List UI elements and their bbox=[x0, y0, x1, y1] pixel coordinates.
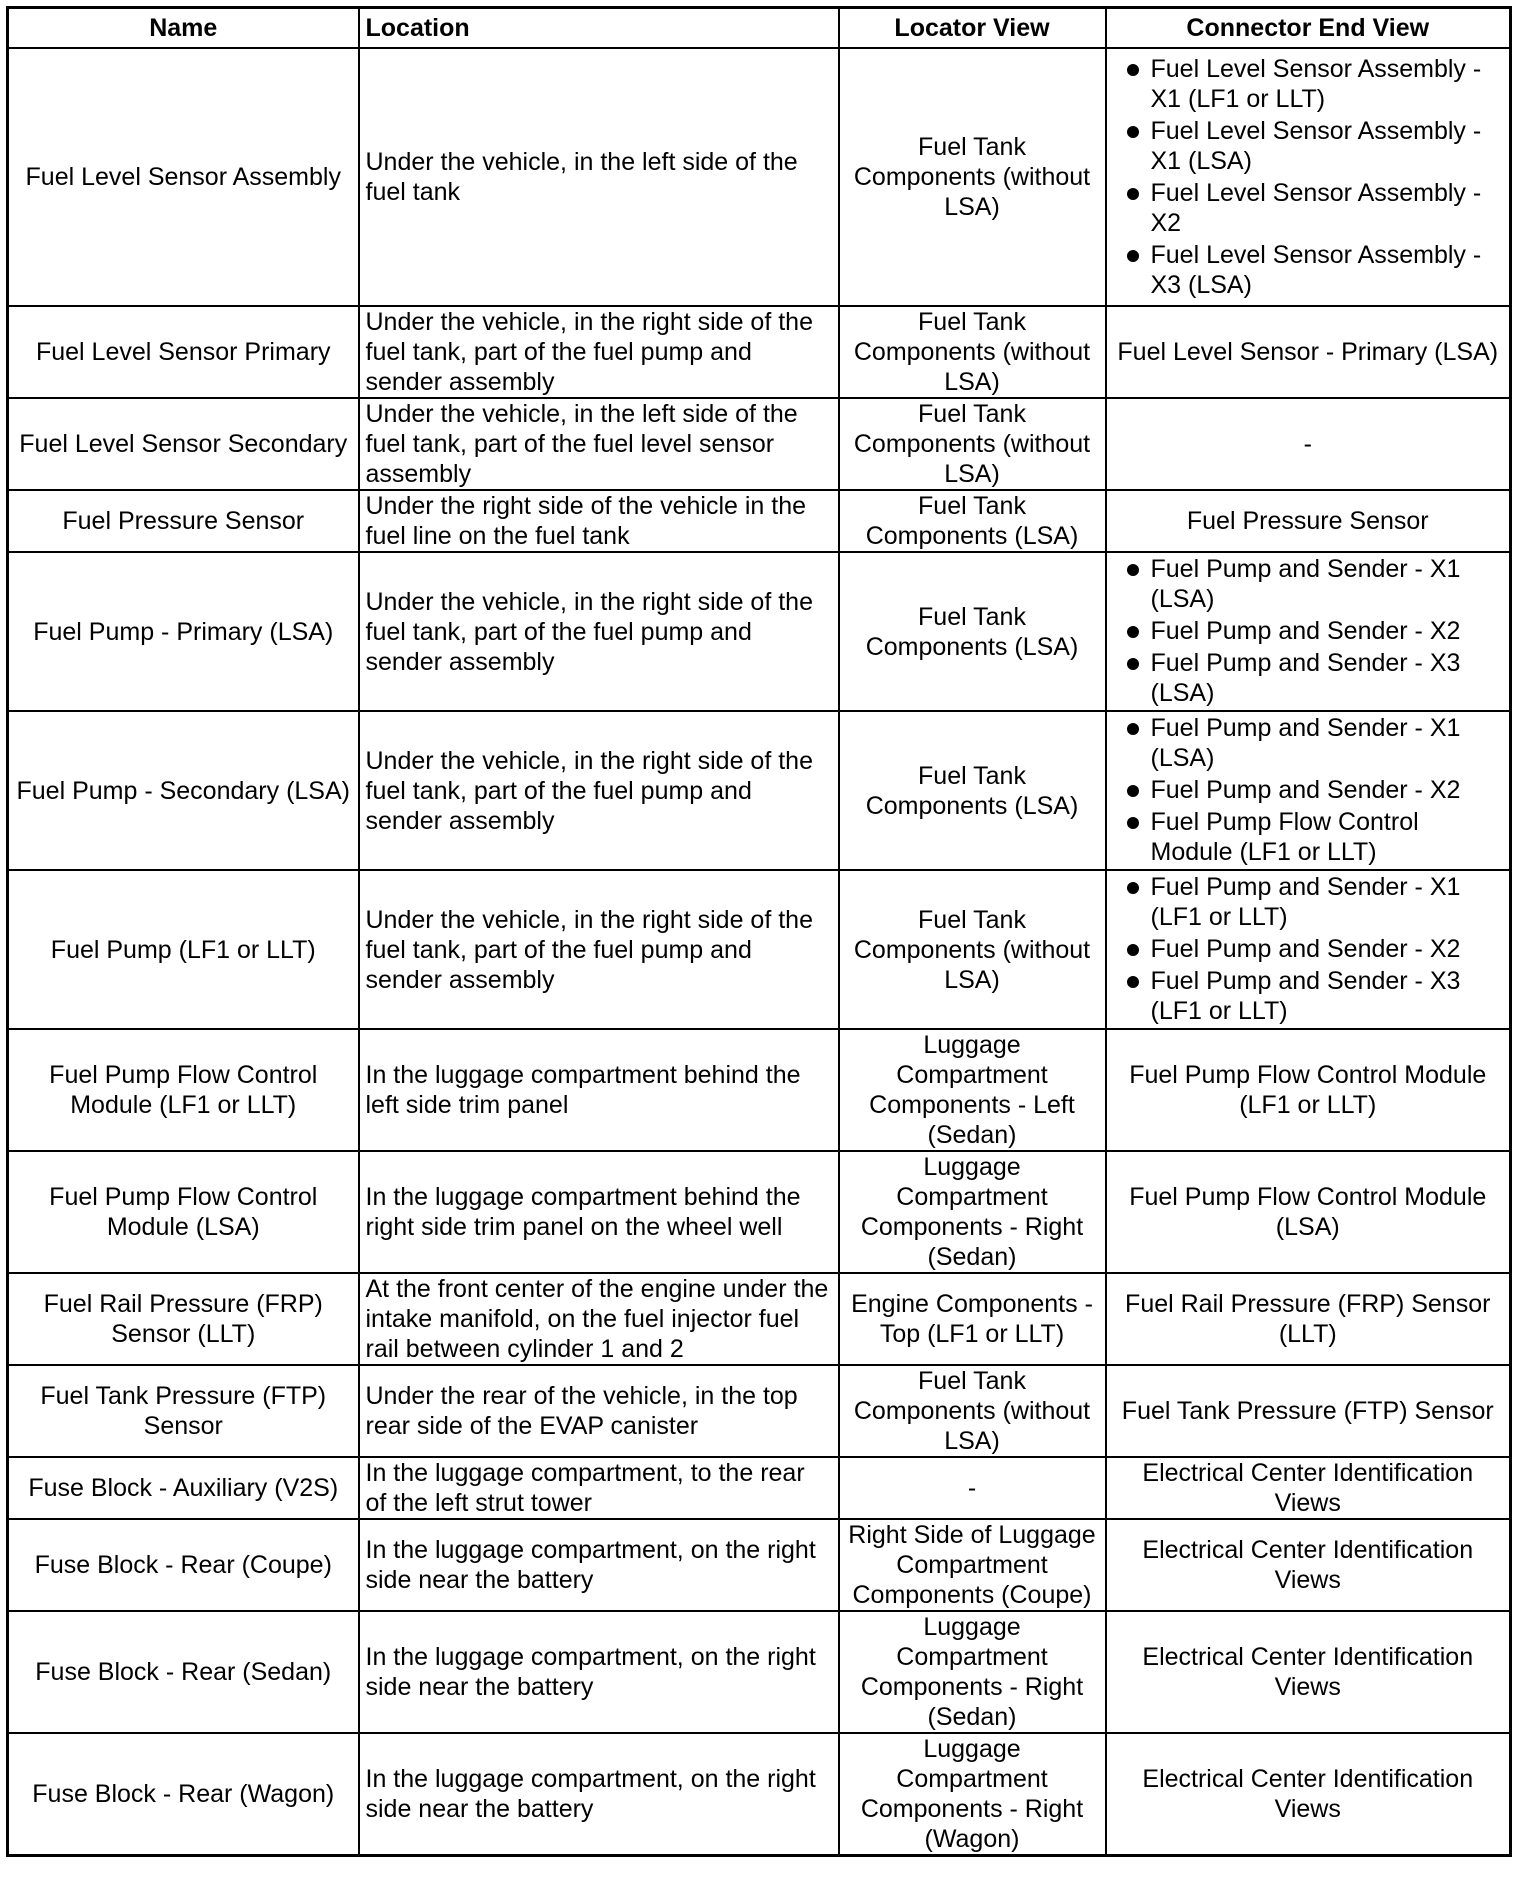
cell-name: Fuel Pump Flow Control Module (LF1 or LLT) bbox=[8, 1029, 359, 1151]
cell-location: In the luggage compartment, to the rear of the left strut tower bbox=[359, 1457, 839, 1519]
cell-locator-view: Engine Components - Top (LF1 or LLT) bbox=[839, 1273, 1106, 1365]
table-row bbox=[8, 1365, 1511, 1457]
cell-connector-end-view: Fuel Pump Flow Control Module (LF1 or LLT) bbox=[1106, 1029, 1511, 1151]
table-row bbox=[8, 1733, 1511, 1856]
cell-locator-view: Right Side of Luggage Compartment Components (Coupe) bbox=[839, 1519, 1106, 1611]
cell-location: In the luggage compartment behind the right side trim panel on the wheel well bbox=[359, 1151, 839, 1273]
cell-connector-end-view: Electrical Center Identification Views bbox=[1106, 1457, 1511, 1519]
connector-list-item: Fuel Level Sensor Assembly - X2 bbox=[1115, 178, 1506, 238]
cell-connector-end-view bbox=[1106, 870, 1511, 1029]
connector-list-item: Fuel Pump and Sender - X2 bbox=[1115, 934, 1506, 964]
cell-locator-view: Fuel Tank Components (without LSA) bbox=[839, 48, 1106, 306]
connector-list bbox=[1115, 54, 1506, 300]
cell-connector-end-view: Electrical Center Identification Views bbox=[1106, 1733, 1511, 1856]
component-locator-table bbox=[6, 6, 1512, 1857]
connector-list-item: Fuel Pump and Sender - X2 bbox=[1115, 775, 1506, 805]
cell-connector-end-view: Electrical Center Identification Views bbox=[1106, 1611, 1511, 1733]
cell-location: Under the vehicle, in the right side of the fuel tank, part of the fuel pump and sender assembly bbox=[359, 870, 839, 1029]
cell-connector-end-view bbox=[1106, 711, 1511, 870]
cell-location: Under the vehicle, in the left side of the fuel tank bbox=[359, 48, 839, 306]
table-row bbox=[8, 870, 1511, 1029]
table-row bbox=[8, 1457, 1511, 1519]
connector-list-item: Fuel Level Sensor Assembly - X1 (LF1 or LLT) bbox=[1115, 54, 1506, 114]
cell-locator-view: Fuel Tank Components (LSA) bbox=[839, 490, 1106, 552]
cell-connector-end-view: Fuel Pump Flow Control Module (LSA) bbox=[1106, 1151, 1511, 1273]
cell-name: Fuel Pump - Primary (LSA) bbox=[8, 552, 359, 711]
cell-location: Under the rear of the vehicle, in the top rear side of the EVAP canister bbox=[359, 1365, 839, 1457]
cell-locator-view: Fuel Tank Components (LSA) bbox=[839, 711, 1106, 870]
cell-name: Fuel Level Sensor Assembly bbox=[8, 48, 359, 306]
cell-location: In the luggage compartment, on the right side near the battery bbox=[359, 1733, 839, 1856]
table-row bbox=[8, 1519, 1511, 1611]
cell-name: Fuel Rail Pressure (FRP) Sensor (LLT) bbox=[8, 1273, 359, 1365]
cell-connector-end-view: Electrical Center Identification Views bbox=[1106, 1519, 1511, 1611]
table-row bbox=[8, 48, 1511, 306]
table-row bbox=[8, 552, 1511, 711]
cell-location: At the front center of the engine under the intake manifold, on the fuel injector fuel rail between cylinder 1 and 2 bbox=[359, 1273, 839, 1365]
cell-connector-end-view: Fuel Pressure Sensor bbox=[1106, 490, 1511, 552]
table-row bbox=[8, 490, 1511, 552]
table-row bbox=[8, 1151, 1511, 1273]
cell-locator-view: Fuel Tank Components (without LSA) bbox=[839, 306, 1106, 398]
cell-connector-end-view: - bbox=[1106, 398, 1511, 490]
cell-connector-end-view: Fuel Level Sensor - Primary (LSA) bbox=[1106, 306, 1511, 398]
cell-name: Fuse Block - Rear (Coupe) bbox=[8, 1519, 359, 1611]
cell-location: In the luggage compartment behind the left side trim panel bbox=[359, 1029, 839, 1151]
component-locator-table-wrapper bbox=[6, 6, 1512, 1857]
cell-name: Fuse Block - Auxiliary (V2S) bbox=[8, 1457, 359, 1519]
cell-locator-view: Luggage Compartment Components - Right (Wagon) bbox=[839, 1733, 1106, 1856]
cell-locator-view: - bbox=[839, 1457, 1106, 1519]
cell-name: Fuel Pump - Secondary (LSA) bbox=[8, 711, 359, 870]
table-row bbox=[8, 1029, 1511, 1151]
cell-locator-view: Luggage Compartment Components - Right (Sedan) bbox=[839, 1611, 1106, 1733]
connector-list bbox=[1115, 713, 1506, 867]
cell-name: Fuse Block - Rear (Wagon) bbox=[8, 1733, 359, 1856]
connector-list bbox=[1115, 554, 1506, 708]
cell-location: Under the vehicle, in the right side of the fuel tank, part of the fuel pump and sender assembly bbox=[359, 552, 839, 711]
column-header-connector-end-view: Connector End View bbox=[1106, 8, 1511, 49]
column-header-locator-view: Locator View bbox=[839, 8, 1106, 49]
table-row bbox=[8, 1273, 1511, 1365]
connector-list bbox=[1115, 872, 1506, 1026]
cell-name: Fuel Pump (LF1 or LLT) bbox=[8, 870, 359, 1029]
table-row bbox=[8, 1611, 1511, 1733]
table-row bbox=[8, 711, 1511, 870]
cell-locator-view: Fuel Tank Components (without LSA) bbox=[839, 1365, 1106, 1457]
cell-location: Under the vehicle, in the right side of the fuel tank, part of the fuel pump and sender assembly bbox=[359, 711, 839, 870]
table-row bbox=[8, 398, 1511, 490]
connector-list-item: Fuel Pump and Sender - X1 (LF1 or LLT) bbox=[1115, 872, 1506, 932]
cell-name: Fuel Pressure Sensor bbox=[8, 490, 359, 552]
connector-list-item: Fuel Pump and Sender - X1 (LSA) bbox=[1115, 713, 1506, 773]
table-row bbox=[8, 306, 1511, 398]
connector-list-item: Fuel Pump and Sender - X2 bbox=[1115, 616, 1506, 646]
connector-list-item: Fuel Pump and Sender - X3 (LSA) bbox=[1115, 648, 1506, 708]
cell-locator-view: Fuel Tank Components (without LSA) bbox=[839, 398, 1106, 490]
cell-locator-view: Luggage Compartment Components - Right (Sedan) bbox=[839, 1151, 1106, 1273]
cell-name: Fuel Tank Pressure (FTP) Sensor bbox=[8, 1365, 359, 1457]
cell-name: Fuel Pump Flow Control Module (LSA) bbox=[8, 1151, 359, 1273]
cell-locator-view: Luggage Compartment Components - Left (Sedan) bbox=[839, 1029, 1106, 1151]
cell-location: In the luggage compartment, on the right side near the battery bbox=[359, 1611, 839, 1733]
cell-connector-end-view: Fuel Tank Pressure (FTP) Sensor bbox=[1106, 1365, 1511, 1457]
cell-location: In the luggage compartment, on the right side near the battery bbox=[359, 1519, 839, 1611]
cell-name: Fuel Level Sensor Primary bbox=[8, 306, 359, 398]
connector-list-item: Fuel Pump Flow Control Module (LF1 or LLT) bbox=[1115, 807, 1506, 867]
table-header-row bbox=[8, 8, 1511, 49]
column-header-location: Location bbox=[359, 8, 839, 49]
cell-location: Under the vehicle, in the left side of the fuel tank, part of the fuel level sensor assembly bbox=[359, 398, 839, 490]
cell-connector-end-view: Fuel Rail Pressure (FRP) Sensor (LLT) bbox=[1106, 1273, 1511, 1365]
column-header-name: Name bbox=[8, 8, 359, 49]
cell-locator-view: Fuel Tank Components (LSA) bbox=[839, 552, 1106, 711]
connector-list-item: Fuel Pump and Sender - X3 (LF1 or LLT) bbox=[1115, 966, 1506, 1026]
cell-connector-end-view bbox=[1106, 552, 1511, 711]
cell-locator-view: Fuel Tank Components (without LSA) bbox=[839, 870, 1106, 1029]
connector-list-item: Fuel Pump and Sender - X1 (LSA) bbox=[1115, 554, 1506, 614]
connector-list-item: Fuel Level Sensor Assembly - X3 (LSA) bbox=[1115, 240, 1506, 300]
cell-name: Fuel Level Sensor Secondary bbox=[8, 398, 359, 490]
cell-location: Under the right side of the vehicle in the fuel line on the fuel tank bbox=[359, 490, 839, 552]
cell-name: Fuse Block - Rear (Sedan) bbox=[8, 1611, 359, 1733]
cell-location: Under the vehicle, in the right side of the fuel tank, part of the fuel pump and sender assembly bbox=[359, 306, 839, 398]
cell-connector-end-view bbox=[1106, 48, 1511, 306]
connector-list-item: Fuel Level Sensor Assembly - X1 (LSA) bbox=[1115, 116, 1506, 176]
